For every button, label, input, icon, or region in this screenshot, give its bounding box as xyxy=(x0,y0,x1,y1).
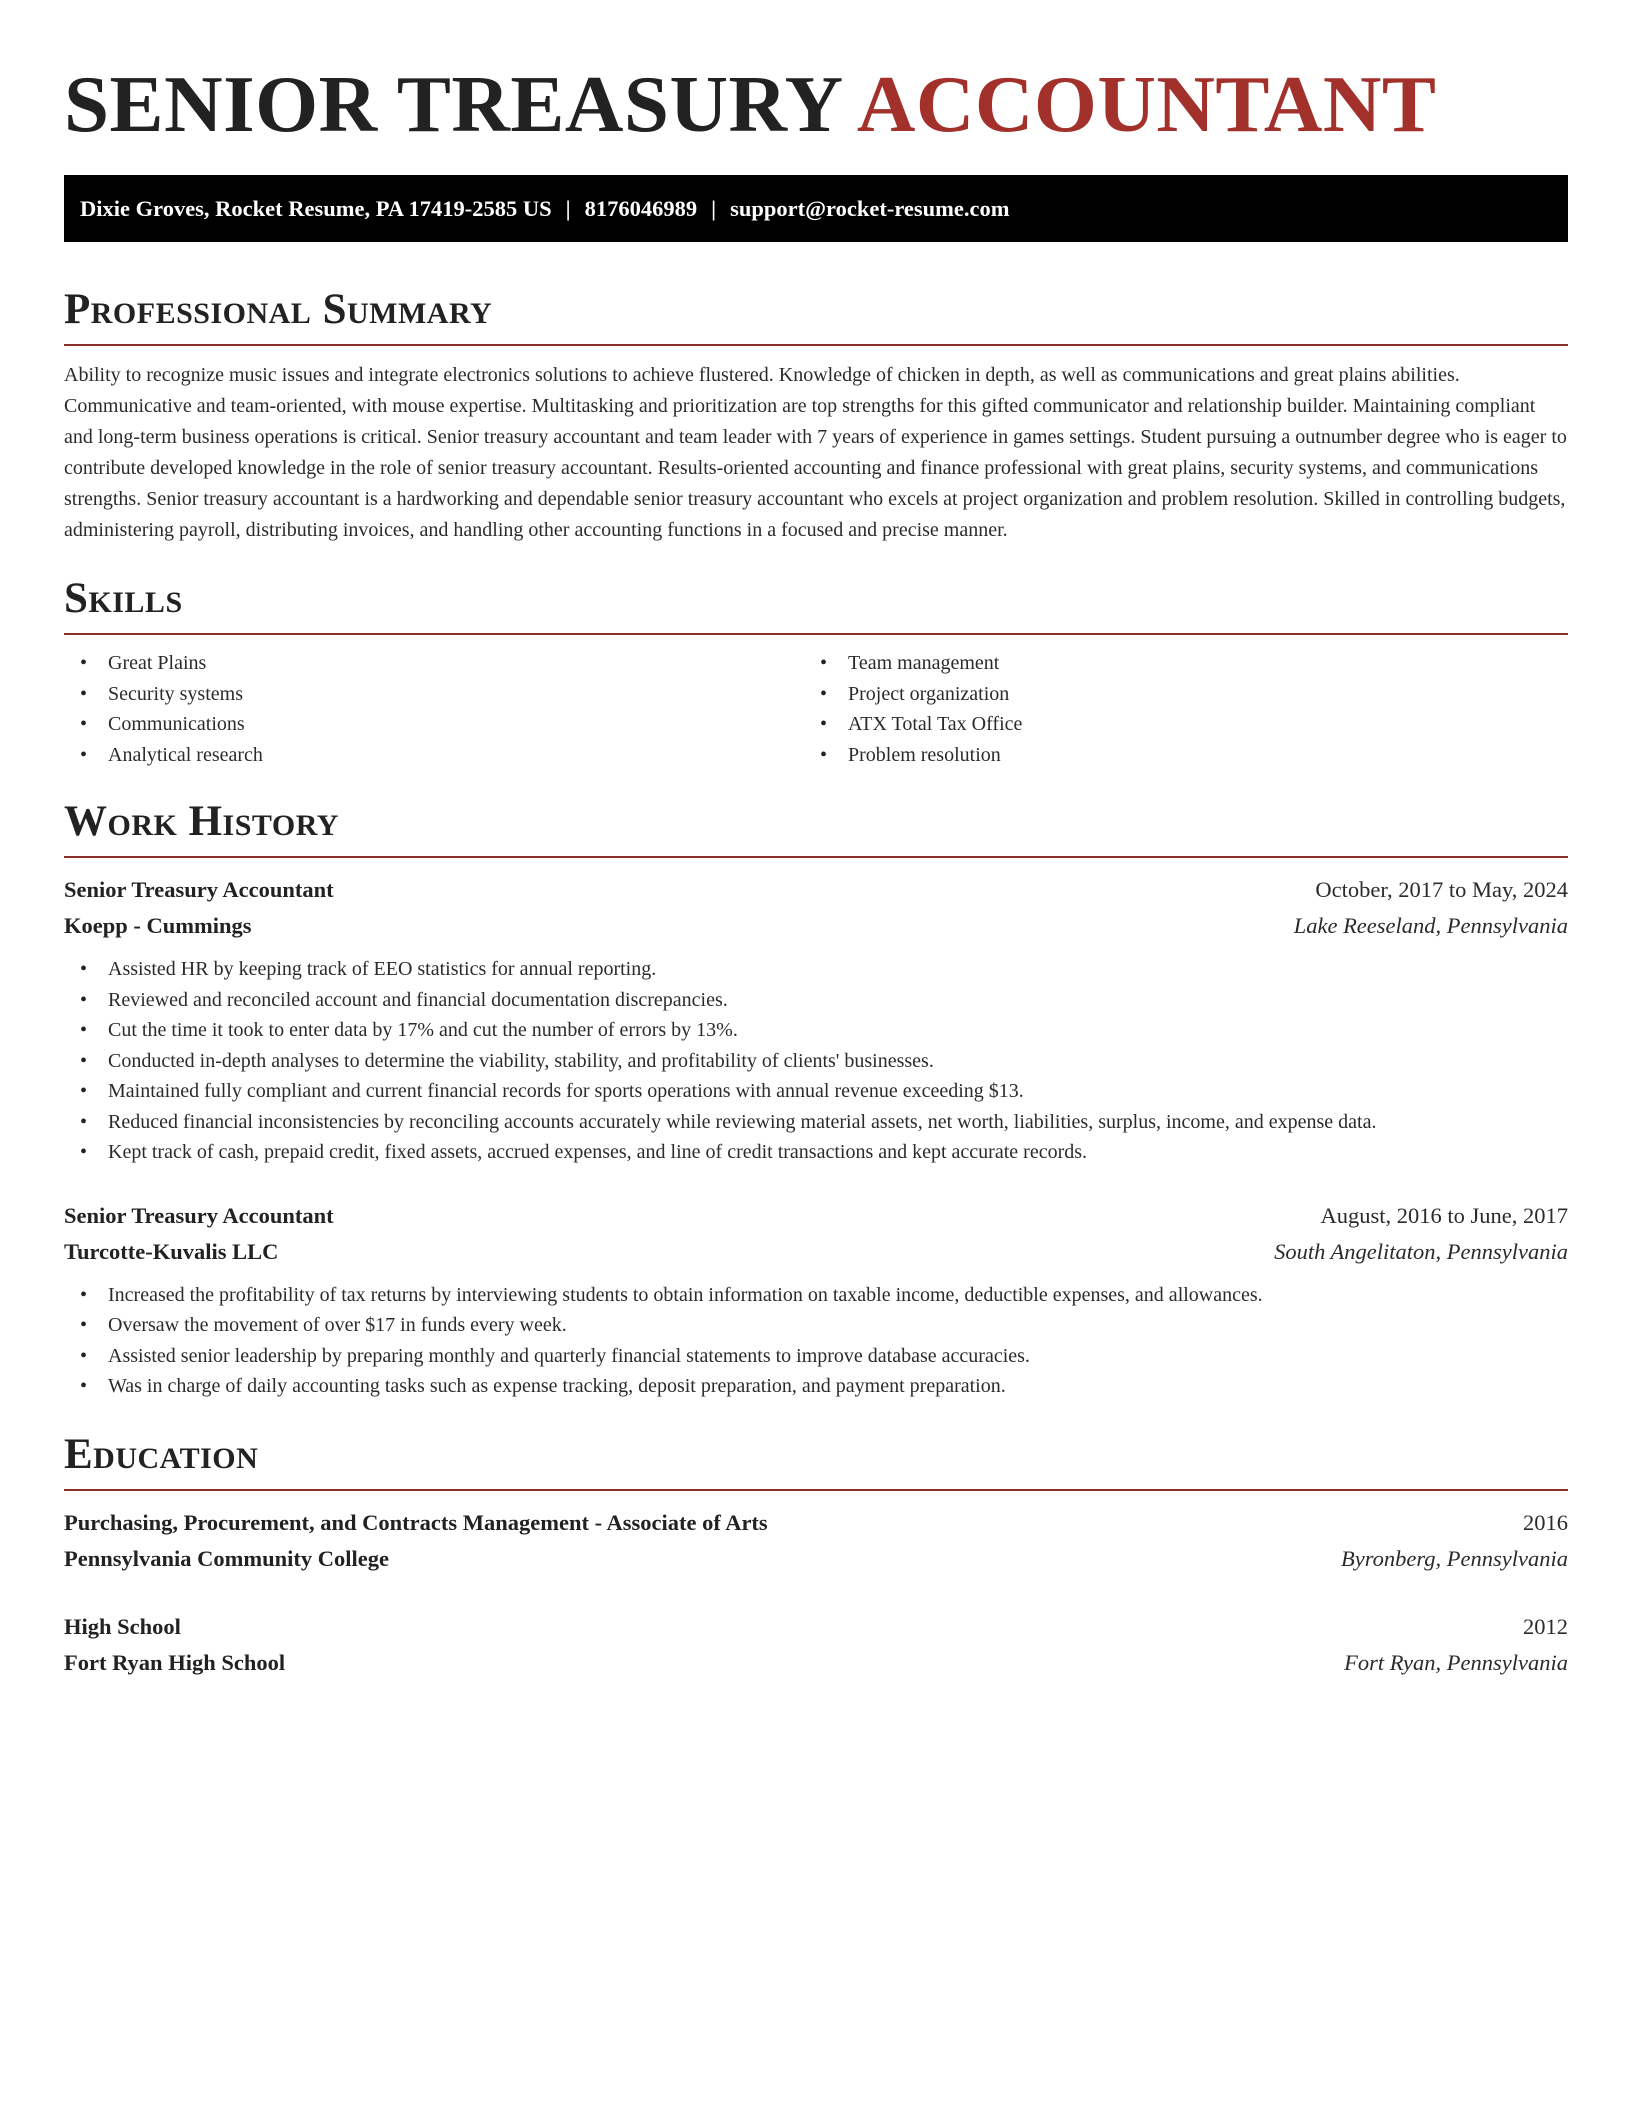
job-bullet: • Cut the time it took to enter data by 17% and cut the number of errors by 13%. xyxy=(64,1015,1568,1046)
education-heading: Education xyxy=(64,1430,259,1478)
job-bullets xyxy=(64,1280,1568,1402)
resume-title xyxy=(64,0,1568,150)
job-title: Senior Treasury Accountant xyxy=(64,877,334,902)
skill-item: • Great Plains xyxy=(64,648,804,679)
resume-page xyxy=(64,0,1568,1681)
skill-item: • Team management xyxy=(804,648,1544,679)
title-accent: ACCOUNTANT xyxy=(856,59,1437,149)
education-entry xyxy=(64,1609,1568,1681)
summary-heading: Professional Summary xyxy=(64,286,493,333)
summary-text: Ability to recognize music issues and integrate electronics solutions to achieve flustered. Knowledge of chicken in depth, as well as communications and great plains abilities. Communicative and team-oriented, with mouse expertise. Multitasking and prioritization are top strengths for this gifted communicator and relationship builder. Maintaining compliant and long-term business operations is critical. Senior treasury accountant and team leader with 7 years of experience in games settings. Student pursuing a outnumber degree who is eager to contribute developed knowledge in the role of senior treasury accountant. Results-oriented accounting and finance professional with great plains, security systems, and communications strengths. Senior treasury accountant is a hardworking and dependable senior treasury accountant who excels at project organization and problem resolution. Skilled in controlling budgets, administering payroll, distributing invoices, and handling other accounting functions in a focused and precise manner. xyxy=(64,364,1567,541)
skill-item: • Problem resolution xyxy=(804,740,1544,771)
contact-separator: | xyxy=(711,196,717,221)
job-company: Turcotte-Kuvalis LLC xyxy=(64,1238,279,1264)
job-bullet: • Reviewed and reconciled account and financial documentation discrepancies. xyxy=(64,985,1568,1016)
contact-address: Dixie Groves, Rocket Resume, PA 17419-2585 US xyxy=(80,196,552,221)
skill-item: • Analytical research xyxy=(64,740,804,771)
education-section xyxy=(64,1430,1568,1681)
contact-separator: | xyxy=(565,196,571,221)
education-location: Fort Ryan, Pennsylvania xyxy=(1344,1649,1568,1675)
job-bullet: • Kept track of cash, prepaid credit, fixed assets, accrued expenses, and line of credit transactions and kept accurate records. xyxy=(64,1137,1568,1168)
education-school-row xyxy=(64,1541,1568,1577)
section-divider xyxy=(64,344,1568,346)
contact-phone: 8176046989 xyxy=(584,196,698,221)
education-location: Byronberg, Pennsylvania xyxy=(1340,1545,1568,1571)
job-bullet: • Maintained fully compliant and current financial records for sports operations with annual revenue exceeding $13. xyxy=(64,1076,1568,1107)
summary-section xyxy=(64,285,1568,546)
education-degree-row xyxy=(64,1505,1568,1541)
education-year: 2012 xyxy=(1523,1613,1568,1639)
title-main: SENIOR TREASURY xyxy=(64,59,841,149)
job-bullet: • Assisted HR by keeping track of EEO statistics for annual reporting. xyxy=(64,954,1568,985)
job-title: Senior Treasury Accountant xyxy=(64,1202,334,1228)
education-degree: Purchasing, Procurement, and Contracts Management - Associate of Arts xyxy=(64,1509,768,1535)
job-bullet: • Assisted senior leadership by preparing monthly and quarterly financial statements to improve database accuracies. xyxy=(64,1341,1568,1372)
work-history-section xyxy=(64,797,1568,1402)
skills-list-left xyxy=(64,648,804,770)
job-location: Lake Reeseland, Pennsylvania xyxy=(1293,913,1568,938)
skills-list-right xyxy=(804,648,1544,770)
skill-item: • ATX Total Tax Office xyxy=(804,709,1544,740)
job-location: South Angelitaton, Pennsylvania xyxy=(1274,1238,1568,1264)
skills-heading: Skills xyxy=(64,575,183,622)
contact-email: support@rocket-resume.com xyxy=(730,196,1010,221)
education-school: Fort Ryan High School xyxy=(64,1649,286,1675)
section-divider xyxy=(64,856,1568,858)
education-degree-row xyxy=(64,1609,1568,1645)
skills-grid xyxy=(64,648,1568,770)
job-bullet: • Was in charge of daily accounting tasks such as expense tracking, deposit preparation, and payment preparation. xyxy=(64,1371,1568,1402)
job-header-row xyxy=(64,872,1568,908)
section-divider xyxy=(64,633,1568,635)
job-company-row xyxy=(64,908,1568,944)
job-company-row xyxy=(64,1234,1568,1270)
education-school: Pennsylvania Community College xyxy=(64,1545,390,1571)
job-bullet: • Increased the profitability of tax returns by interviewing students to obtain information on taxable income, deductible expenses, and allowances. xyxy=(64,1280,1568,1311)
skill-item: • Project organization xyxy=(804,679,1544,710)
skill-item: • Security systems xyxy=(64,679,804,710)
skills-section xyxy=(64,574,1568,770)
job-entry xyxy=(64,872,1568,1168)
section-divider xyxy=(64,1489,1568,1491)
job-company: Koepp - Cummings xyxy=(64,913,252,938)
work-history-heading: Work History xyxy=(64,798,339,845)
job-dates: October, 2017 to May, 2024 xyxy=(1315,877,1568,902)
job-bullet: • Reduced financial inconsistencies by reconciling accounts accurately while reviewing material assets, net worth, liabilities, surplus, income, and expense data. xyxy=(64,1107,1568,1138)
job-bullet: • Oversaw the movement of over $17 in funds every week. xyxy=(64,1310,1568,1341)
job-bullet: • Conducted in-depth analyses to determine the viability, stability, and profitability of clients' businesses. xyxy=(64,1046,1568,1077)
contact-bar xyxy=(64,175,1568,242)
job-entry xyxy=(64,1198,1568,1402)
job-dates: August, 2016 to June, 2017 xyxy=(1320,1202,1568,1228)
job-header-row xyxy=(64,1198,1568,1234)
education-school-row xyxy=(64,1645,1568,1681)
education-degree: High School xyxy=(64,1613,181,1639)
education-year: 2016 xyxy=(1523,1509,1568,1535)
skill-item: • Communications xyxy=(64,709,804,740)
job-bullets xyxy=(64,954,1568,1168)
education-entry xyxy=(64,1505,1568,1577)
